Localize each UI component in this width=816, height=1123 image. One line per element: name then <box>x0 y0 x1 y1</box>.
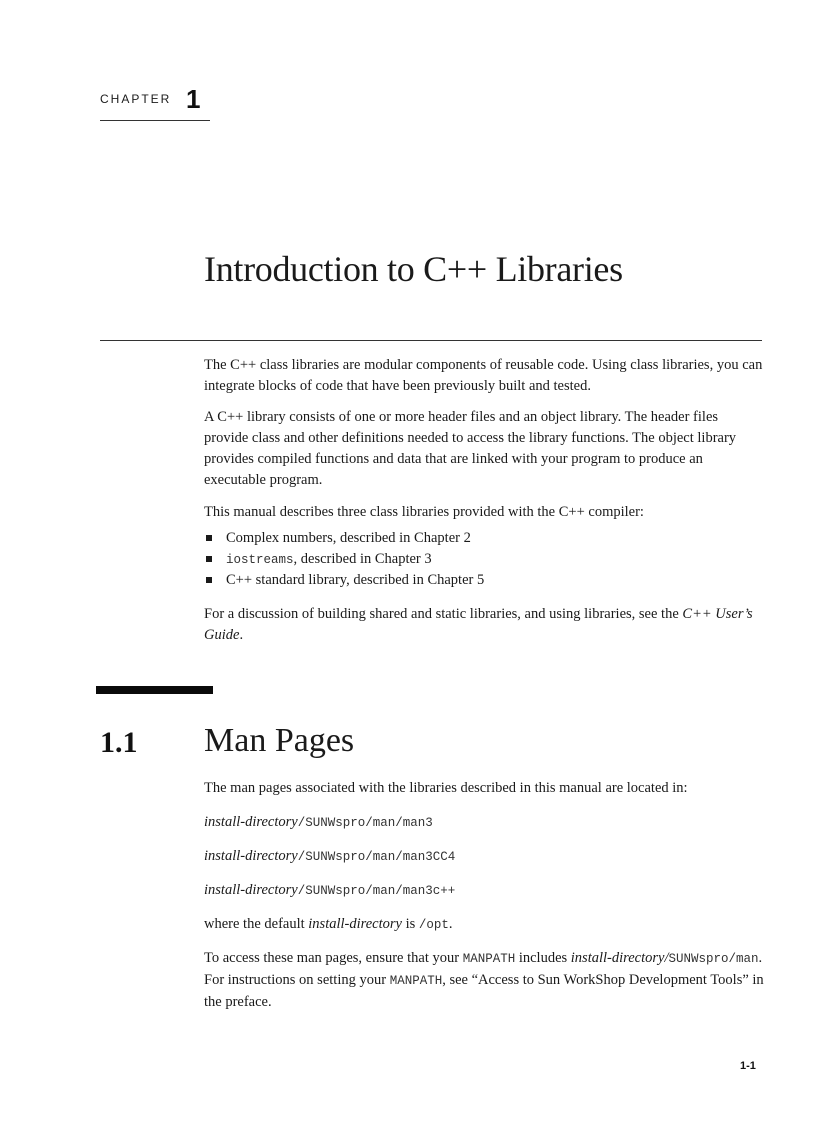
library-list <box>204 528 764 591</box>
page-number: 1-1 <box>740 1060 756 1072</box>
intro-paragraph-2: A C++ library consists of one or more header files and an object library. The header files provide class and other definitions needed to access the library functions. The object library provides compiled functions and data that are linked with your program to produce an executable program. <box>204 409 737 488</box>
users-guide-reference: C++ User’s Guide <box>204 606 753 643</box>
list-item: C++ standard library, described in Chapter 5 <box>204 570 764 591</box>
section-title: Man Pages <box>204 722 355 759</box>
man-path-3: install-directory/SUNWspro/man/man3c++ <box>204 882 456 898</box>
section-number: 1.1 <box>100 726 138 759</box>
intro-paragraph-1: The C++ class libraries are modular components of reusable code. Using class libraries, you can integrate blocks of code that have been previously built and tested. <box>204 357 763 394</box>
bullet-icon <box>206 535 212 541</box>
chapter-title: Introduction to C++ Libraries <box>204 249 623 289</box>
intro-paragraph-4: For a discussion of building shared and static libraries, and using libraries, see the C++ User’s Guide. <box>204 606 753 643</box>
chapter-number: 1 <box>186 84 201 114</box>
default-directory-note: where the default install-directory is /opt. <box>204 916 453 932</box>
man-path-2: install-directory/SUNWspro/man/man3CC4 <box>204 848 456 864</box>
list-item: Complex numbers, described in Chapter 2 <box>204 528 764 549</box>
bullet-icon <box>206 577 212 583</box>
chapter-label: CHAPTER <box>100 92 172 106</box>
list-item: iostreams, described in Chapter 3 <box>204 549 764 570</box>
bullet-icon <box>206 556 212 562</box>
title-rule <box>100 340 762 341</box>
iostreams-code: iostreams <box>226 553 294 567</box>
section-bar <box>96 686 213 694</box>
man-pages-paragraph: The man pages associated with the libraries described in this manual are located in: <box>204 780 688 796</box>
chapter-rule <box>100 120 210 121</box>
access-paragraph: To access these man pages, ensure that your MANPATH includes install-directory/SUNWspro/man. For instructions on setting your MANPATH, see “Access to Sun WorkShop Development Tools” in the preface. <box>204 950 764 1010</box>
intro-paragraph-3: This manual describes three class libraries provided with the C++ compiler: <box>204 504 644 520</box>
man-path-1: install-directory/SUNWspro/man/man3 <box>204 814 433 830</box>
